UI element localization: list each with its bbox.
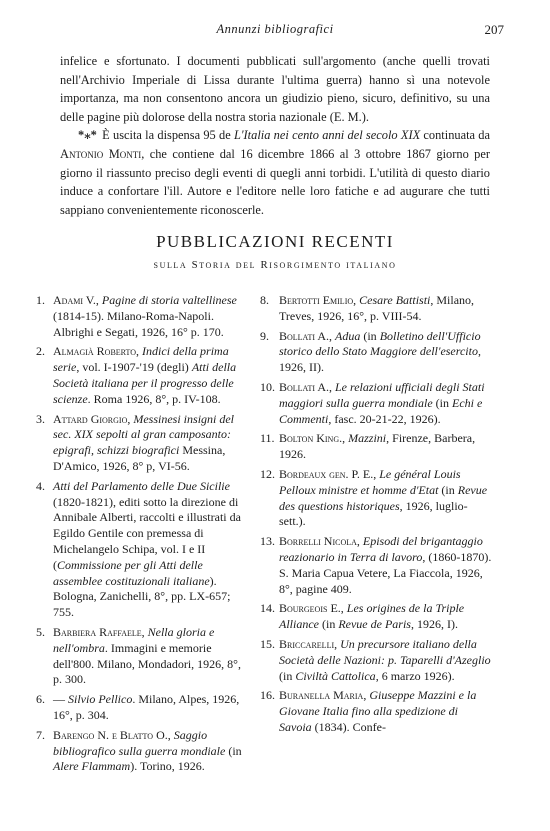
bibliography-entry [260, 380, 492, 427]
entry-separator: , [363, 688, 370, 703]
entry-number: 11. [260, 431, 275, 446]
asterism: *⁎* [78, 128, 97, 143]
intro-cited-title: L'Italia nei cento anni del secolo XIX [234, 128, 421, 143]
entry-details: (in [438, 482, 458, 497]
entry-number: 10. [260, 379, 275, 394]
entry-separator: , [342, 431, 349, 446]
entry-source-title: Alere Flammam [53, 759, 131, 774]
entry-separator: , [329, 379, 335, 394]
intro-paragraph-2 [60, 126, 490, 219]
entry-title: Nella gloria e nell'ombra [53, 624, 215, 655]
entry-title: Mazzini [348, 431, 387, 446]
entry-author: Bollati A. [279, 328, 329, 343]
entry-author: Bollati A. [279, 379, 329, 394]
entry-details: (in [318, 617, 339, 632]
entry-source-details: , 6 marzo 1926). [375, 668, 455, 683]
entry-details: (in [225, 743, 242, 758]
entry-separator: , [95, 293, 102, 307]
entry-source-details: ). Bologna, Zanichelli, 8°, pp. LX-657; 755. [53, 573, 231, 620]
entry-author: Almagià Roberto [53, 344, 137, 359]
entry-author: Briccarelli [279, 636, 335, 651]
bibliography-entry [36, 479, 246, 621]
intro-paragraph-1: infelice e sfortunato. I documenti pubblicati sull'argomento (anche quelli trovati nell'Archivio Imperiale di Lissa durante l'ultima guerra) hanno sì una notevole importanza, ma non consentono ancora un giudizio pieno, sicuro, definitivo, su una delle pagine più dolorose della nostra storia nazionale (E. M.). [60, 54, 490, 124]
entry-separator: , [356, 534, 363, 549]
entry-separator: , [353, 293, 360, 307]
entry-author: Bertotti Emilio [279, 293, 354, 307]
bibliography-column-left [36, 293, 246, 779]
running-title: Annunzi bibliografici [216, 22, 334, 36]
bibliography-column-right [260, 293, 492, 740]
entry-number: 3. [36, 411, 45, 426]
entry-details: , vol. I-1907-'19 (degli) [76, 360, 192, 375]
bibliography-entry [36, 625, 246, 688]
entry-source-details: , 1926, luglio-sett.). [279, 498, 468, 529]
entry-source-title: Atti della Società italiana per il progresso delle scienze [53, 360, 237, 406]
page-header [40, 22, 510, 40]
entry-source-title: Bolletino dell'Ufficio storico dello Stato Maggiore dell'esercito [279, 328, 481, 359]
entry-source-title: Revue de Paris [338, 617, 411, 632]
section-title: PUBBLICAZIONI RECENTI [156, 232, 394, 251]
entry-number: 2. [36, 344, 45, 359]
entry-author: Barengo N. e Blatto O. [53, 727, 168, 742]
entry-number: 14. [260, 601, 275, 616]
entry-details: (in [432, 395, 453, 410]
entry-author: Adami V. [53, 293, 96, 307]
entry-title: Messinesi insigni del sec. XIX sepolti al gran camposanto: epigrafi, schizzi biografici [53, 411, 235, 458]
entry-source-details: . Roma 1926, 8°, p. IV-108. [87, 391, 221, 406]
entry-details: Messina, D'Amico, 1926, 8° p, VI-56. [53, 443, 226, 473]
entry-separator: , [329, 328, 335, 343]
entry-number: 9. [260, 328, 269, 343]
entry-number: 12. [260, 466, 275, 481]
entry-title: Silvio Pellico [68, 692, 133, 707]
entry-title: Indici della prima serie [53, 344, 229, 375]
entry-author: Borrelli Nicola [279, 534, 357, 549]
entry-title: Giuseppe Mazzini e la Giovane Italia fino alla spedizione di Savoia [279, 688, 477, 734]
bibliography-entry [260, 688, 492, 735]
entry-details: (1820-1821), editi sotto la direzione di Annibale Alberti, raccolti e illustrati da Egildo Gentile con premessa di Michelangelo Schipa, vol. I e II ( [53, 494, 241, 572]
entry-title: Atti del Parlamento delle Due Sicilie [53, 478, 230, 493]
entry-number: 13. [260, 534, 275, 549]
bibliography-entry [36, 293, 246, 340]
entry-author: Bolton King. [279, 431, 343, 446]
entry-source-title: Civiltà Cattolica [295, 668, 376, 683]
entry-title: Les origines de la Triple Alliance [279, 601, 465, 632]
intro-text-a: È uscita la dispensa 95 de [98, 128, 235, 143]
bibliography-entry [36, 728, 246, 775]
entry-title: Saggio bibliografico sulla guerra mondiale [53, 727, 226, 758]
entry-title: Pagine di storia valtellinese [101, 293, 237, 307]
entry-author: Buranella Maria [279, 688, 364, 703]
entry-title: Un precursore italiano della Società delle Nazioni: p. Taparelli d'Azeglio [279, 636, 491, 667]
entry-number: 16. [260, 688, 275, 703]
bibliography-entry [260, 329, 492, 376]
bibliography-entry [260, 637, 492, 684]
entry-details: (in [279, 668, 296, 683]
entry-source-title: Revue des questions historiques [279, 482, 488, 513]
bibliography-entry [260, 431, 492, 463]
entry-separator: , [340, 601, 347, 616]
intro-text-b: continuata da [420, 128, 491, 143]
entry-title: Episodi del brigantaggio reazionario in Terra di lavoro [279, 534, 483, 564]
entry-number: 4. [36, 478, 45, 493]
entry-source-details: , 1926, I). [410, 617, 458, 632]
entry-separator: — [53, 692, 68, 707]
entry-separator: , [334, 636, 341, 651]
entry-number: 15. [260, 636, 275, 651]
entry-source-details: ). Torino, 1926. [130, 759, 205, 774]
entry-source-title: Echi e Commenti [279, 395, 483, 426]
entry-separator: , [141, 624, 148, 639]
entry-details: (1834). Confe- [311, 719, 386, 734]
bibliography-entry [260, 601, 492, 633]
entry-source-details: , 1926, II). [279, 344, 481, 375]
entry-details: (in [360, 328, 380, 343]
entry-separator: , [373, 466, 380, 481]
page-number: 207 [484, 22, 504, 37]
bibliography-entry [260, 467, 492, 530]
bibliography-entry [260, 293, 492, 325]
entry-author: Barbiera Raffaele [53, 624, 142, 639]
entry-source-details: , fasc. 20-21-22, 1926). [328, 411, 441, 426]
entry-title: Adua [335, 328, 361, 343]
entry-details: . Milano, Alpes, 1926, 16°, p. 304. [53, 692, 240, 722]
entry-author: Bourgeois E. [279, 601, 341, 616]
entry-number: 1. [36, 293, 45, 307]
intro-text-c: , che contiene dal 16 dicembre 1866 al 3 ottobre 1867 giorno per giorno il riassunto preciso degli eventi di quegli anni torbidi. L'utilità di questo diario induce a confortare l'ill. Autore e l'editore nelle loro fatiche e ad augurare che tutti sappiano convenientemente riconoscerle. [60, 146, 490, 217]
entry-author: Attard Giorgio [53, 411, 128, 426]
intro-text [60, 52, 490, 219]
entry-details: (1814-15). Milano-Roma-Napoli. Albrighi e Segati, 1926, 16° p. 170. [53, 308, 224, 339]
bibliography-entry [36, 412, 246, 475]
entry-details: . Immagini e memorie dell'800. Milano, Mondadori, 1926, 8°, p. 300. [53, 640, 241, 687]
entry-number: 6. [36, 692, 45, 707]
entry-title: Cesare Battisti [359, 293, 431, 307]
entry-number: 7. [36, 727, 45, 742]
entry-number: 8. [260, 293, 269, 307]
entry-number: 5. [36, 624, 45, 639]
bibliography-entry [36, 344, 246, 407]
bibliography-entry [36, 692, 246, 724]
entry-details: , Firenze, Barbera, 1926. [279, 431, 476, 462]
entry-separator: , [127, 411, 134, 426]
entry-details: , Milano, Treves, 1926, 16°, p. VIII-54. [279, 293, 475, 323]
entry-title: Le relazioni ufficiali degli Stati maggiori sulla guerra mondiale [279, 379, 485, 410]
entry-details: , (1860-1870). S. Maria Capua Vetere, La Fiaccola, 1926, 8°, pagine 409. [279, 549, 492, 596]
entry-separator: , [136, 344, 143, 359]
section-subtitle: sulla Storia del Risorgimento italiano [153, 259, 397, 271]
entry-source-title: Commissione per gli Atti delle assemblee costituzionali italiane [53, 557, 210, 588]
entry-separator: , [167, 727, 174, 742]
entry-author: Bordeaux gen. P. E. [279, 466, 374, 481]
bibliography-entry [260, 534, 492, 597]
entry-title: Le général Louis Pelloux ministre et homme d'Etat [279, 466, 461, 497]
intro-author: Antonio Monti [60, 146, 142, 161]
